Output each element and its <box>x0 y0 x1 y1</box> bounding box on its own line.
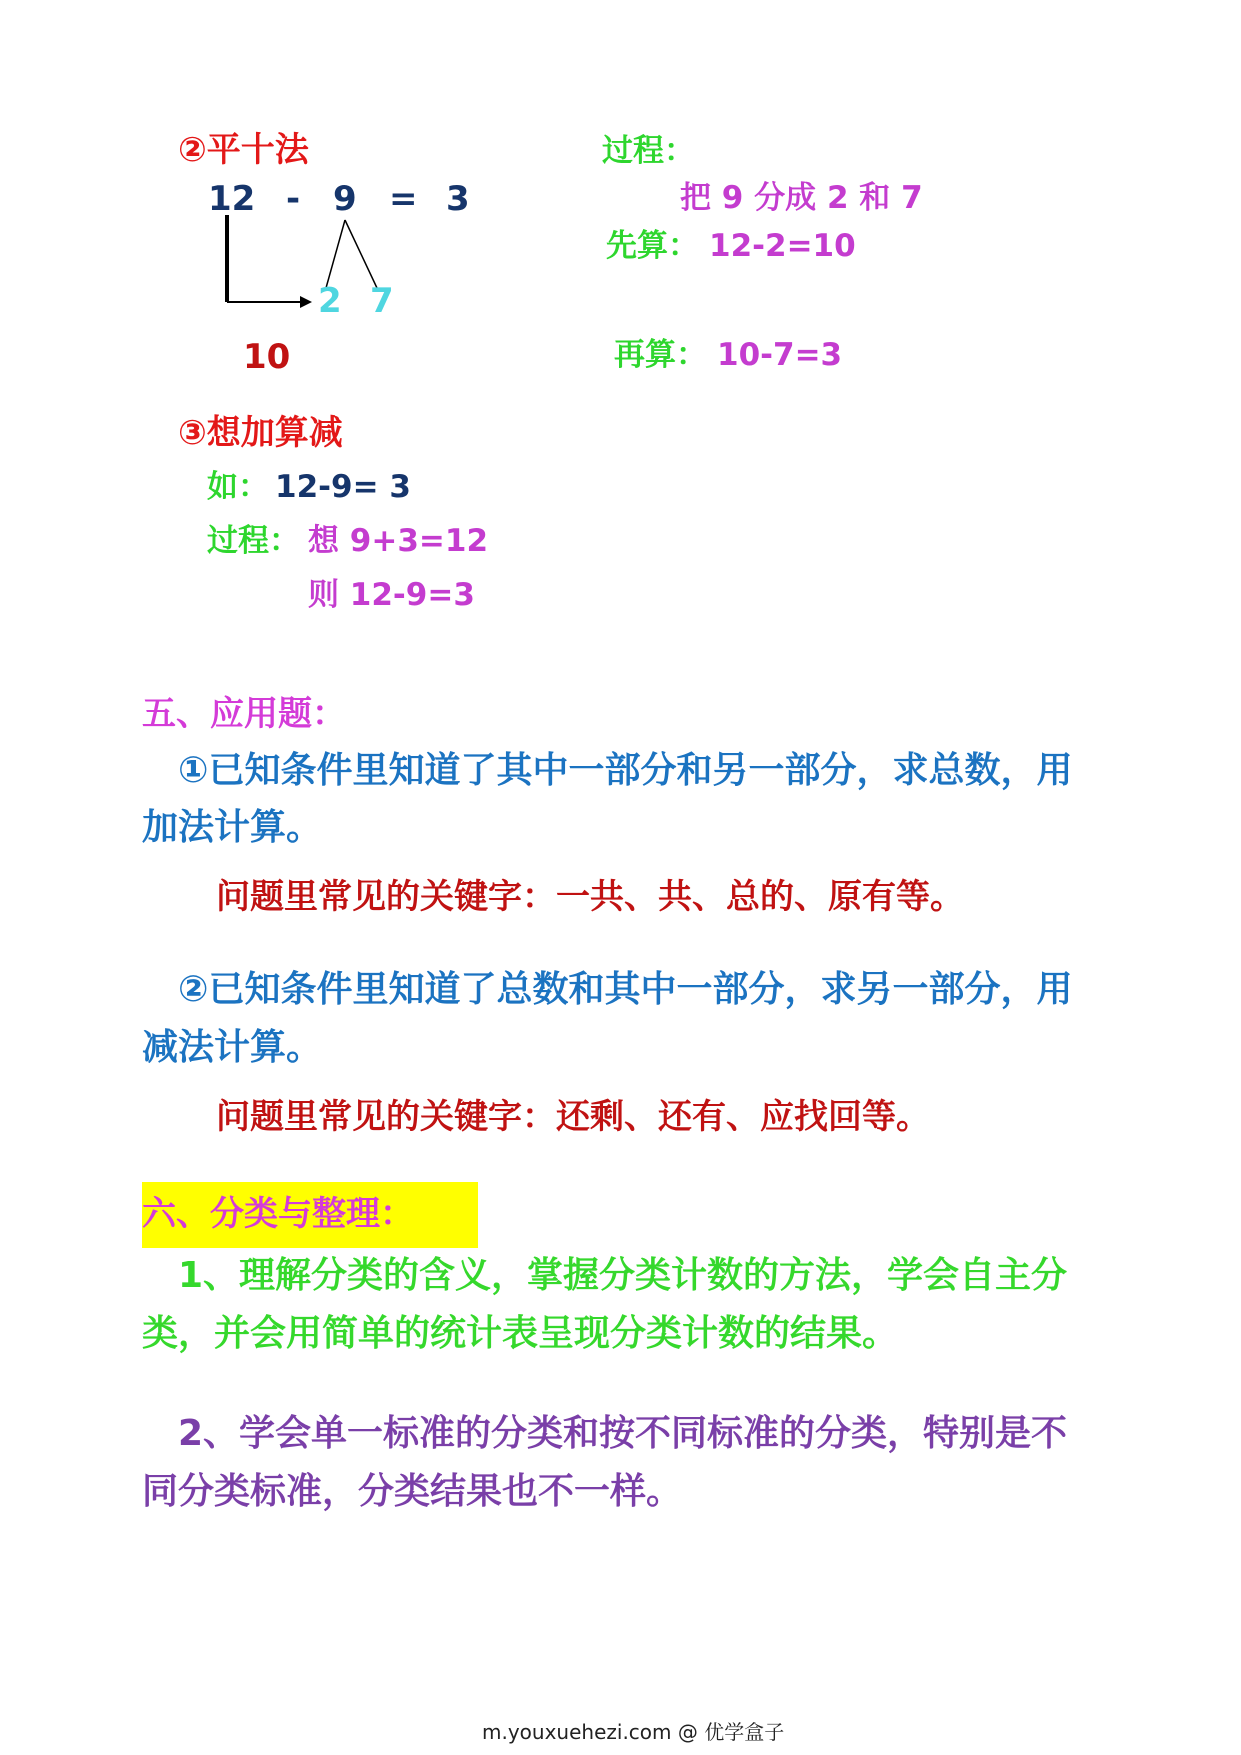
method-title-pingshi: ②平十法 <box>178 130 309 170</box>
split-branch-right <box>345 220 377 288</box>
step-second-label: 再算： <box>614 337 707 373</box>
split-part-2: 2 <box>318 281 342 321</box>
xiangjia-process-line1: 想 9+3=12 <box>308 523 489 559</box>
six-item2-line2: 同分类标准，分类结果也不一样。 <box>142 1471 683 1512</box>
split-branch-left <box>326 220 345 288</box>
five-item1-line2: 加法计算。 <box>142 807 323 848</box>
five-item1-keywords: 问题里常见的关键字：一共、共、总的、原有等。 <box>216 877 964 917</box>
split-part-7: 7 <box>370 281 394 321</box>
example-expr: 12-9= 3 <box>275 469 411 505</box>
six-item1-line2: 类，并会用简单的统计表呈现分类计数的结果。 <box>142 1313 899 1354</box>
equation-result: 3 <box>446 179 470 219</box>
method-title-xiangjia: ③想加算减 <box>178 413 343 453</box>
five-item2-line2: 减法计算。 <box>142 1027 323 1068</box>
arrow-head <box>300 296 312 308</box>
process-step-split: 把 9 分成 2 和 7 <box>680 180 923 216</box>
step-second-expr: 10-7=3 <box>717 337 843 373</box>
five-item2-line1: ②已知条件里知道了总数和其中一部分，求另一部分，用 <box>178 969 1073 1010</box>
six-item1-line1: 1、理解分类的含义，掌握分类计数的方法，学会自主分 <box>178 1255 1068 1296</box>
equation-equals: = <box>389 179 418 219</box>
step-first-label: 先算： <box>606 228 699 264</box>
five-item1-line1: ①已知条件里知道了其中一部分和另一部分，求总数，用 <box>178 750 1073 791</box>
six-item2-line1: 2、学会单一标准的分类和按不同标准的分类，特别是不 <box>178 1413 1068 1454</box>
equation-operand-a: 12 <box>208 179 256 219</box>
step-first-expr: 12-2=10 <box>709 228 856 264</box>
section-five-heading: 五、应用题： <box>142 694 346 734</box>
process-label: 过程： <box>602 133 695 169</box>
ten-result: 10 <box>243 337 291 377</box>
xiangjia-process-line2: 则 12-9=3 <box>308 577 475 613</box>
section-six-heading: 六、分类与整理： <box>142 1194 414 1234</box>
five-item2-keywords: 问题里常见的关键字：还剩、还有、应找回等。 <box>216 1097 930 1137</box>
equation-operand-b: 9 <box>333 179 357 219</box>
example-label: 如： <box>207 469 269 505</box>
footer-watermark: m.youxuehezi.com @ 优学盒子 <box>482 1720 785 1744</box>
equation-operator: - <box>286 179 301 219</box>
xiangjia-process-label: 过程： <box>207 523 300 559</box>
